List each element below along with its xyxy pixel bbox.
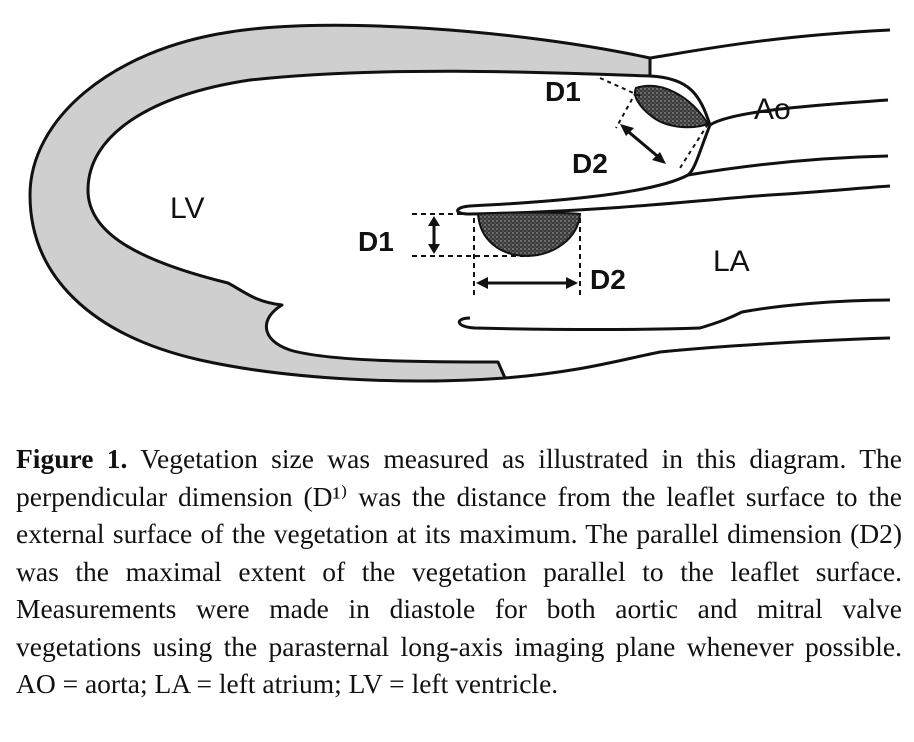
- figure-caption: [16, 440, 902, 703]
- mitral-d2-arrowhead-right: [566, 277, 578, 289]
- label-ao: Ao: [754, 93, 791, 126]
- mitral-d1-arrowhead-bottom: [428, 244, 440, 254]
- label-lv: LV: [170, 192, 205, 225]
- mitral-vegetation: [478, 213, 580, 257]
- aortic-upper-wall: [650, 30, 890, 58]
- aortic-d2-arrow: [624, 128, 662, 160]
- posterior-wall-lower: [505, 338, 890, 378]
- label-la: LA: [713, 245, 750, 278]
- mitral-d1-arrowhead-top: [428, 216, 440, 226]
- aortic-vegetation: [635, 86, 708, 127]
- anterior-mitral-leaflet: [458, 175, 890, 214]
- mitral-d2-arrowhead-left: [476, 277, 488, 289]
- label-aortic-d2: D2: [572, 148, 608, 179]
- label-mitral-d2: D2: [590, 264, 626, 295]
- label-aortic-d1: D1: [545, 76, 581, 107]
- caption-text: Vegetation size was measured as illustrated in this diagram. The perpendicular dimension (D¹⁾ was the distance from the leaflet surface to the external surface of the vegetation at its maximum. The parallel dimension (D2) was the maximal extent of the vegetation parallel to the leaflet surface. Measurements were made in diastole for both aortic and mitral valve vegetations using the parasternal long-axis imaging plane whenever possible. AO = aorta; LA = left atrium; LV = left ventricle.: [16, 443, 902, 699]
- label-mitral-d1: D1: [358, 226, 394, 257]
- aortic-d2-guide-2: [680, 124, 708, 168]
- caption-label: Figure 1.: [16, 443, 128, 474]
- aortic-d2-guide-1: [616, 92, 636, 128]
- aortic-lower-wall: [688, 125, 888, 175]
- posterior-mitral-leaflet: [459, 300, 890, 330]
